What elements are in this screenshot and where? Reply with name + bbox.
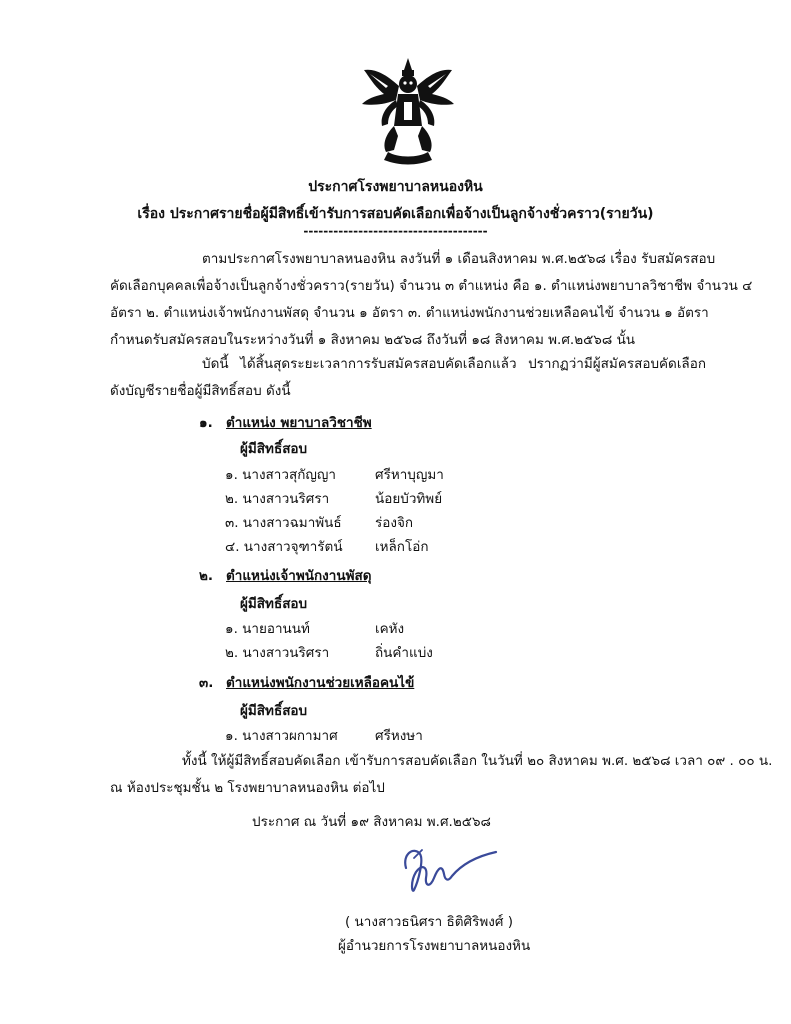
intro-line: คัดเลือกบุคคลเพื่อจ้างเป็นลูกจ้างชั่วคราว(รายวัน) จำนวน ๓ ตำแหน่ง คือ ๑. ตำแหน่งพยาบาลวิชาชีพ จำนวน ๔ xyxy=(110,278,753,294)
closing-paragraph xyxy=(110,748,773,802)
position-2-number: ๒. xyxy=(199,568,214,584)
candidate-last-name: ศรีหงษา xyxy=(375,728,423,744)
closing-line: ณ ห้องประชุมชั้น ๒ โรงพยาบาลหนองหิน ต่อไป xyxy=(110,780,385,796)
statement-paragraph xyxy=(110,351,706,405)
candidate-first-name: ๑. นางสาวสุกัญญา xyxy=(225,467,336,483)
intro-line: อัตรา ๒. ตำแหน่งเจ้าพนักงานพัสดุ จำนวน ๑ อัตรา ๓. ตำแหน่งพนักงานช่วยเหลือคนไข้ จำนวน ๑ อัตรา xyxy=(110,305,709,321)
candidate-first-name: ๑. นางสาวผกามาศ xyxy=(225,728,338,744)
signer-title: ผู้อำนวยการโรงพยาบาลหนองหิน xyxy=(338,938,531,954)
intro-line: กำหนดรับสมัครสอบในระหว่างวันที่ ๑ สิงหาคม ๒๕๖๘ ถึงวันที่ ๑๘ สิงหาคม พ.ศ.๒๕๖๘ นั้น xyxy=(110,332,636,348)
candidate-last-name: น้อยบัวทิพย์ xyxy=(375,491,443,507)
closing-line: ทั้งนี้ ให้ผู้มีสิทธิ์สอบคัดเลือก เข้ารับการสอบคัดเลือก ในวันที่ ๒๐ สิงหาคม พ.ศ. ๒๕๖๘ เวลา ๐๙ . ๐๐ น. xyxy=(182,753,773,769)
document-subject: เรื่อง ประกาศรายชื่อผู้มีสิทธิ์เข้ารับการสอบคัดเลือกเพื่อจ้างเป็นลูกจ้างชั่วคราว(รายวัน) xyxy=(137,206,654,222)
position-3-title: ตำแหน่งพนักงานช่วยเหลือคนไข้ xyxy=(226,675,415,691)
candidate-last-name: เคหัง xyxy=(375,621,405,637)
position-2-eligible-label: ผู้มีสิทธิ์สอบ xyxy=(240,596,308,612)
position-3-number: ๓. xyxy=(199,675,214,691)
statement-line: ดังบัญชีรายชื่อผู้มีสิทธิ์สอบ ดังนี้ xyxy=(110,383,291,399)
position-1-title: ตำแหน่ง พยาบาลวิชาชีพ xyxy=(226,415,372,431)
intro-paragraph xyxy=(110,246,753,354)
document-title: ประกาศโรงพยาบาลหนองหิน xyxy=(308,179,483,195)
candidate-last-name: ศรีหาบุญมา xyxy=(375,467,444,483)
position-1-number: ๑. xyxy=(199,415,213,431)
signature-icon xyxy=(392,838,502,898)
candidate-first-name: ๔. นางสาวจุฑารัตน์ xyxy=(225,539,343,555)
position-2-title: ตำแหน่งเจ้าพนักงานพัสดุ xyxy=(226,568,372,584)
statement-line: บัดนี้ ได้สิ้นสุดระยะเวลาการรับสมัครสอบคัดเลือกแล้ว ปรากฏว่ามีผู้สมัครสอบคัดเลือก xyxy=(202,356,706,372)
position-3-eligible-label: ผู้มีสิทธิ์สอบ xyxy=(240,703,308,719)
candidate-first-name: ๓. นางสาวฉมาพันธ์ xyxy=(225,515,342,531)
candidate-first-name: ๒. นางสาวนริศรา xyxy=(225,645,330,661)
garuda-emblem-icon xyxy=(358,56,458,166)
candidate-last-name: ร่องจิก xyxy=(375,515,414,531)
candidate-first-name: ๒. นางสาวนริศรา xyxy=(225,491,330,507)
signer-name: ( นางสาวธนิศรา ธิติศิริพงศ์ ) xyxy=(345,914,513,930)
candidate-last-name: เหล็กโอ่ก xyxy=(375,539,429,555)
candidate-last-name: ถิ่นคำแบ่ง xyxy=(375,645,433,661)
announcement-date: ประกาศ ณ วันที่ ๑๙ สิงหาคม พ.ศ.๒๕๖๘ xyxy=(252,814,491,830)
title-divider: ------------------------------------- xyxy=(303,224,488,238)
candidate-first-name: ๑. นายอานนท์ xyxy=(225,621,310,637)
position-1-eligible-label: ผู้มีสิทธิ์สอบ xyxy=(240,441,308,457)
intro-line: ตามประกาศโรงพยาบาลหนองหิน ลงวันที่ ๑ เดือนสิงหาคม พ.ศ.๒๕๖๘ เรื่อง รับสมัครสอบ xyxy=(202,251,716,267)
